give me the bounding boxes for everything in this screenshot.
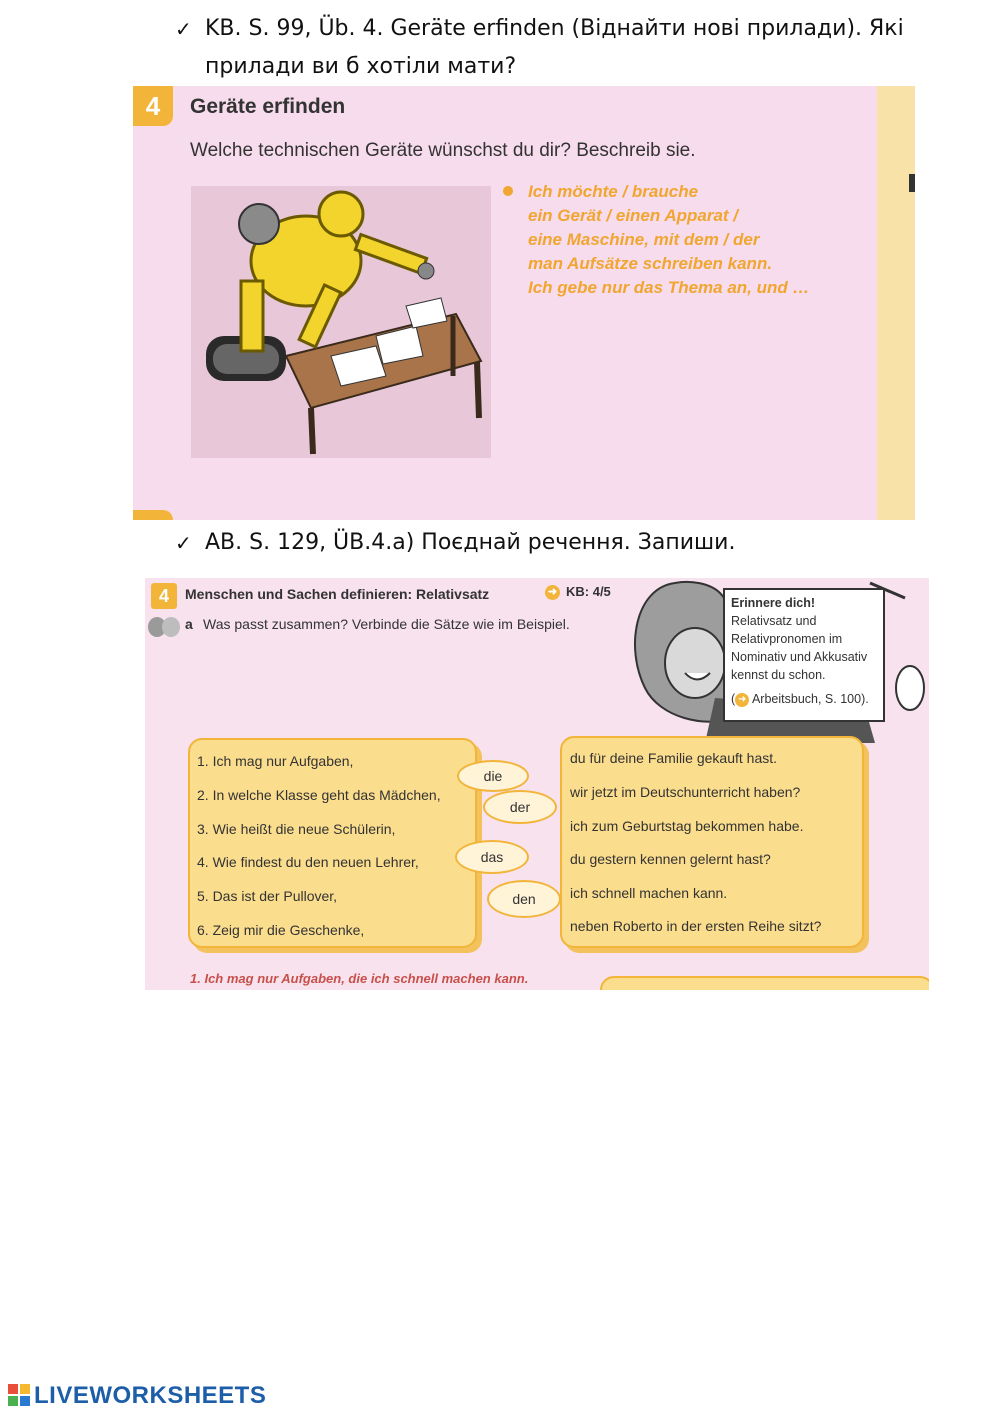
sentence-end: du für deine Familie gekauft hast. bbox=[570, 750, 778, 766]
robot-writing-icon bbox=[191, 186, 491, 458]
task-item-2 bbox=[175, 524, 975, 564]
sentence-start: 3. Wie heißt die neue Schülerin, bbox=[197, 821, 396, 837]
note-reference-text: Arbeitsbuch, S. 100). bbox=[751, 692, 869, 706]
note-title: Erinnere dich! bbox=[731, 596, 816, 610]
sentence-end: du gestern kennen gelernt hast? bbox=[570, 851, 771, 867]
kb-reference-label: KB: 4/5 bbox=[566, 584, 611, 599]
sentence-start: 6. Zeig mir die Geschenke, bbox=[197, 922, 365, 938]
page-edge bbox=[877, 86, 915, 520]
pronoun-bubble[interactable] bbox=[457, 760, 529, 792]
pronoun-text: das bbox=[480, 849, 504, 865]
hint-line: eine Maschine, mit dem / der bbox=[528, 230, 760, 249]
bullet-icon bbox=[503, 186, 513, 196]
robot-illustration bbox=[191, 186, 491, 458]
exercise-instruction: Was passt zusammen? Verbinde die Sätze wie im Beispiel. bbox=[203, 616, 570, 632]
kb-reference bbox=[545, 584, 611, 600]
sentence-end: neben Roberto in der ersten Reihe sitzt? bbox=[570, 918, 822, 934]
exercise-number: 4 bbox=[133, 86, 173, 126]
exercise-question: Welche technischen Geräte wünschst du dir? Beschreib sie. bbox=[190, 140, 696, 161]
checkmark-icon: ✓ bbox=[175, 531, 192, 555]
reminder-note bbox=[723, 588, 885, 722]
sentence-start-box bbox=[188, 738, 477, 948]
arrow-right-icon: ➜ bbox=[545, 585, 560, 600]
task-line: прилади ви б хотіли мати? bbox=[205, 54, 517, 79]
sentence-end: wir jetzt im Deutschunterricht haben? bbox=[570, 784, 801, 800]
workbook-exercise-image bbox=[145, 578, 929, 990]
pronoun-text: den bbox=[512, 891, 536, 907]
pronoun-text: die bbox=[483, 768, 503, 784]
arrow-right-icon: ➜ bbox=[735, 693, 749, 707]
hint-line: man Aufsätze schreiben kann. bbox=[528, 254, 773, 273]
pronoun-bubble[interactable] bbox=[455, 840, 529, 874]
sentence-end-box bbox=[560, 736, 864, 948]
hint-line: ein Gerät / einen Apparat / bbox=[528, 206, 739, 225]
exercise-title: Menschen und Sachen definieren: Relativsatz bbox=[185, 586, 490, 602]
note-reference: ( ➜ Arbeitsbuch, S. 100). bbox=[731, 692, 869, 706]
task-line: AB. S. 129, ÜB.4.a) Поєднай речення. Запиши. bbox=[205, 530, 736, 555]
next-exercise-marker bbox=[133, 510, 173, 520]
sentence-start: 5. Das ist der Pullover, bbox=[197, 888, 338, 904]
subtask-label: a bbox=[185, 616, 193, 632]
sentence-start: 2. In welche Klasse geht das Mädchen, bbox=[197, 787, 441, 803]
pronoun-bubble[interactable] bbox=[483, 790, 557, 824]
example-answer: 1. Ich mag nur Aufgaben, die ich schnell machen kann. bbox=[190, 971, 529, 986]
checkmark-icon: ✓ bbox=[175, 17, 192, 41]
pronoun-text: der bbox=[509, 799, 531, 815]
answer-box bbox=[600, 976, 929, 990]
logo-text: LIVEWORKSHEETS bbox=[34, 1382, 267, 1409]
hint-line: Ich möchte / brauche bbox=[528, 182, 699, 201]
pair-work-icon bbox=[147, 614, 181, 640]
logo-icon bbox=[8, 1384, 30, 1406]
note-line: Relativsatz und bbox=[731, 614, 817, 628]
sentence-start: 4. Wie findest du den neuen Lehrer, bbox=[197, 854, 419, 870]
note-line: Relativpronomen im bbox=[731, 632, 843, 646]
sentence-end: ich schnell machen kann. bbox=[570, 885, 728, 901]
exercise-number: 4 bbox=[151, 583, 177, 609]
page-edge-mark bbox=[909, 174, 915, 192]
task-line: KB. S. 99, Üb. 4. Geräte erfinden (Віднайти нові прилади). Які bbox=[205, 16, 904, 41]
task-item-1 bbox=[175, 10, 975, 90]
note-line: kennst du schon. bbox=[731, 668, 826, 682]
sentence-start: 1. Ich mag nur Aufgaben, bbox=[197, 753, 354, 769]
note-line: Nominativ und Akkusativ bbox=[731, 650, 868, 664]
hint-line: Ich gebe nur das Thema an, und … bbox=[528, 278, 810, 297]
exercise-title: Geräte erfinden bbox=[190, 95, 346, 118]
sentence-end: ich zum Geburtstag bekommen habe. bbox=[570, 818, 804, 834]
textbook-exercise-image bbox=[133, 86, 915, 520]
pronoun-bubble[interactable] bbox=[487, 880, 561, 918]
